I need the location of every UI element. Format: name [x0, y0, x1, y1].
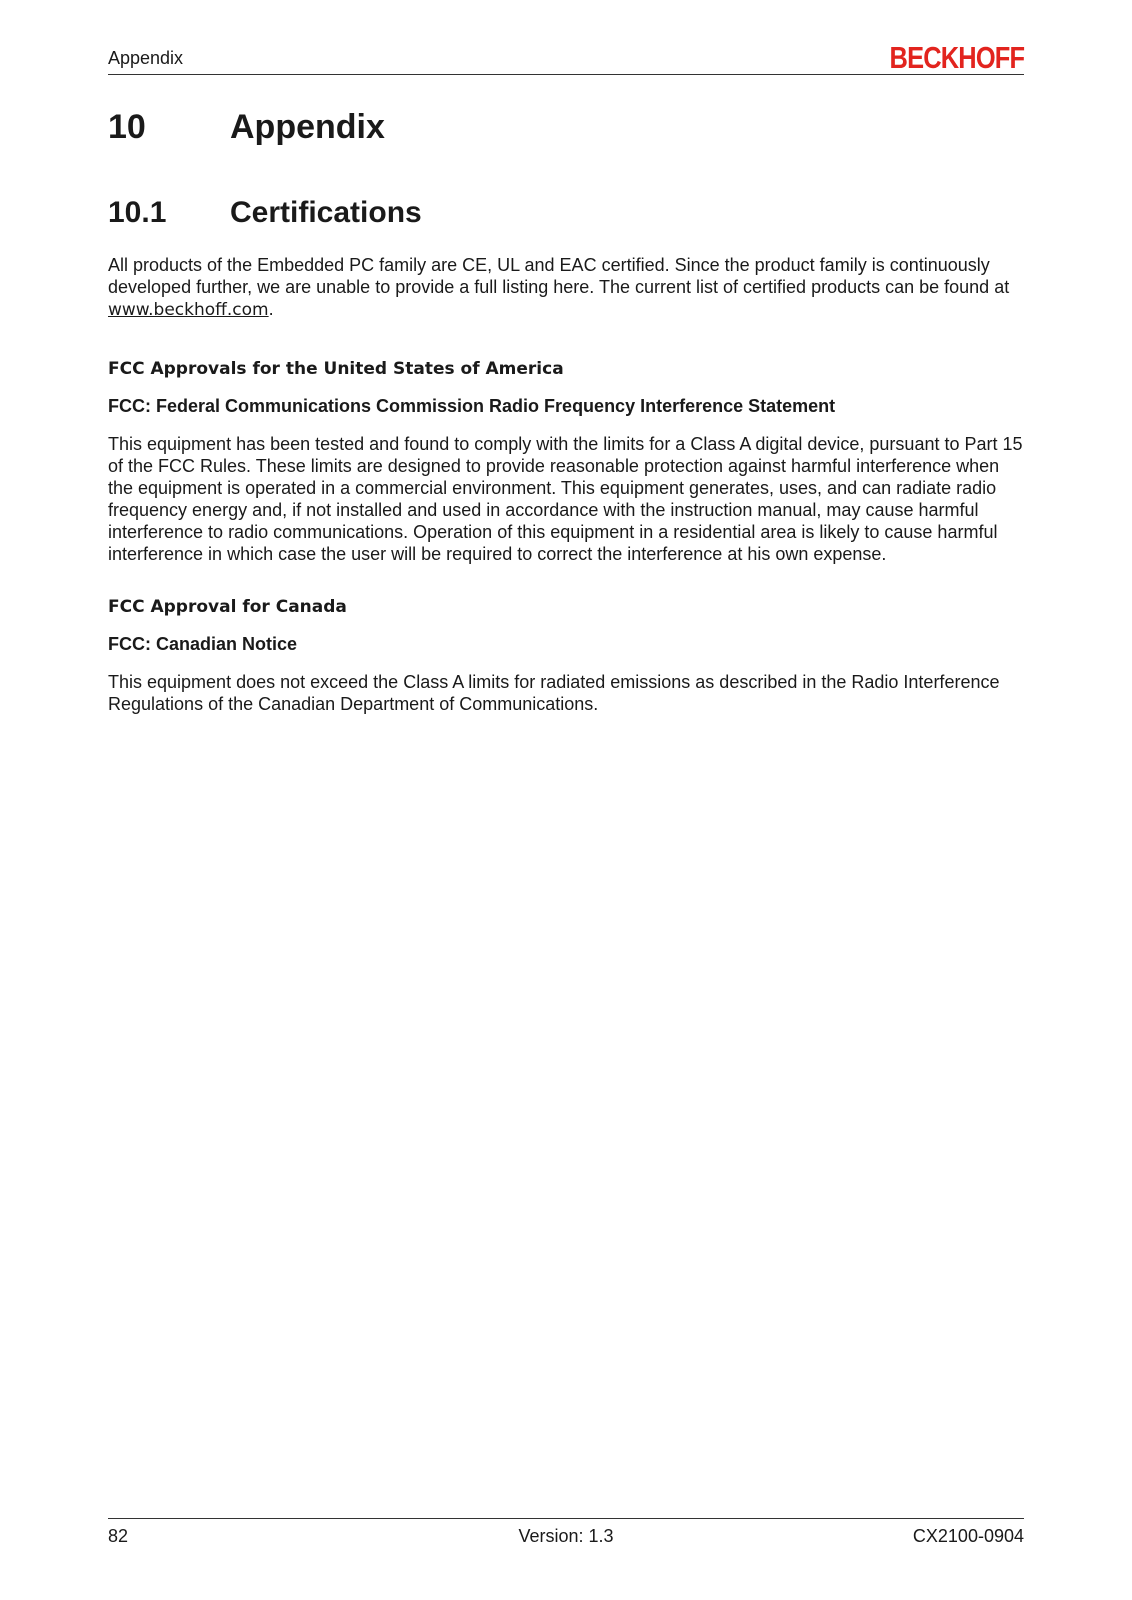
canada-fcc-statement: This equipment does not exceed the Class A limits for radiated emissions as described in the Radio Interference Regulations of the Canadian Department of Communications.	[108, 672, 1000, 714]
usa-approval-title: FCC Approvals for the United States of America	[108, 359, 564, 379]
beckhoff-website-link[interactable]: www.beckhoff.com	[108, 300, 269, 320]
chapter-title: Appendix	[230, 108, 385, 146]
section-title: Certifications	[230, 196, 422, 229]
usa-fcc-subtitle: FCC: Federal Communications Commission Radio Frequency Interference Statement	[108, 396, 836, 416]
canada-approval-title: FCC Approval for Canada	[108, 597, 347, 617]
usa-fcc-statement: This equipment has been tested and found to comply with the limits for a Class A digital device, pursuant to Part 15 of the FCC Rules. These limits are designed to provide reasonable protection against harmful interference when the equipment is operated in a commercial environment. This equipment generates, uses, and can radiate radio frequency energy and, if not installed and used in accordance with the instruction manual, may cause harmful interference to radio communications. Operation of this equipment in a residential area is likely to cause harmful interference in which case the user will be required to correct the interference at his own expense.	[108, 434, 1023, 564]
running-header: Appendix	[108, 48, 184, 68]
document-id: CX2100-0904	[912, 1526, 1024, 1546]
canada-fcc-subtitle: FCC: Canadian Notice	[108, 634, 298, 654]
main-content	[108, 254, 1026, 715]
intro-paragraph	[108, 254, 1026, 321]
intro-text: All products of the Embedded PC family are CE, UL and EAC certified. Since the product family is continuously developed further, we are unable to provide a full listing here. The current list of certified products can be found at	[108, 255, 1010, 297]
document-version: Version: 1.3	[518, 1526, 614, 1546]
chapter-number: 10	[108, 108, 146, 146]
footer-rule	[108, 1518, 1024, 1519]
intro-text-end: .	[268, 299, 274, 319]
header-rule	[108, 74, 1024, 75]
section-number: 10.1	[108, 196, 167, 229]
beckhoff-logo: BECKHOFF	[889, 40, 1024, 75]
page-number: 82	[108, 1526, 129, 1546]
